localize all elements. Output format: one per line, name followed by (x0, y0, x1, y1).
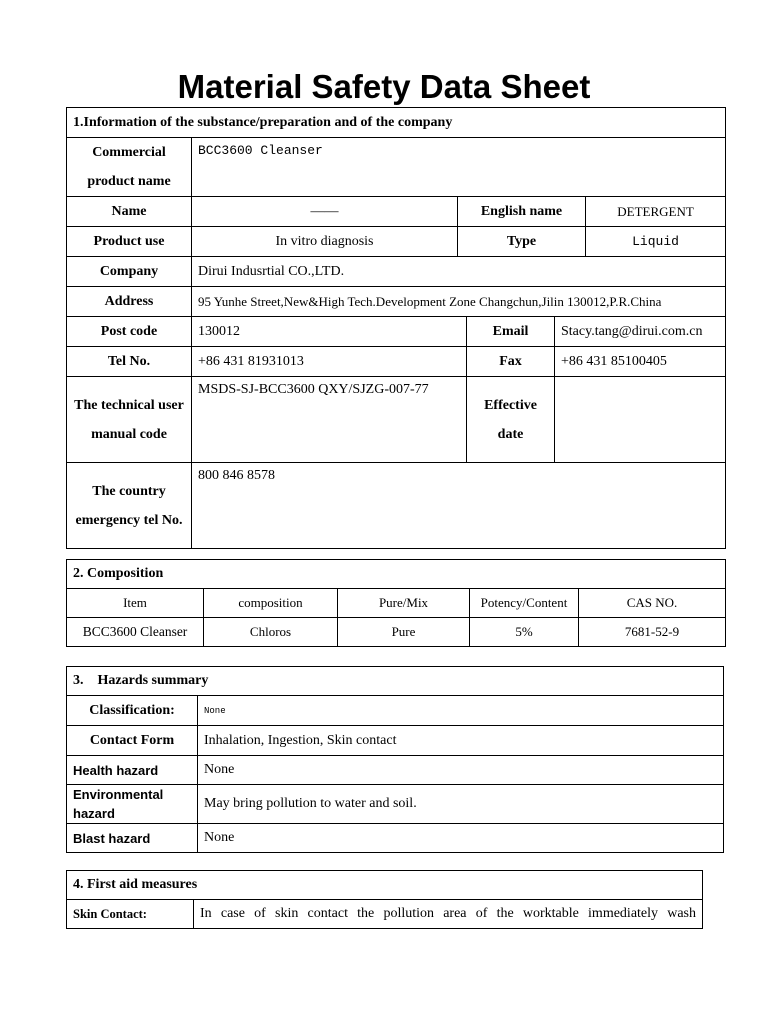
section-4-table (66, 870, 703, 929)
section-1-table (66, 107, 726, 549)
section-4-header: 4. First aid measures (67, 871, 703, 900)
tel-value: +86 431 81931013 (192, 347, 467, 377)
section-2-header: 2. Composition (67, 560, 726, 589)
effective-date-value (555, 377, 726, 463)
commercial-name-label: Commercial product name (67, 138, 192, 197)
table-cell: Chloros (204, 618, 338, 647)
health-hazard-value: None (198, 756, 724, 785)
emergency-tel-label: The country emergency tel No. (67, 463, 192, 549)
skin-contact-label: Skin Contact: (67, 900, 194, 929)
address-label: Address (67, 287, 192, 317)
contact-form-value: Inhalation, Ingestion, Skin contact (198, 726, 724, 756)
type-value: Liquid (586, 227, 726, 257)
english-name-label: English name (458, 197, 586, 227)
column-header: Pure/Mix (338, 589, 470, 618)
column-header: Potency/Content (470, 589, 579, 618)
fax-label: Fax (467, 347, 555, 377)
post-code-label: Post code (67, 317, 192, 347)
page-title: Material Safety Data Sheet (177, 68, 591, 105)
environmental-hazard-value: May bring pollution to water and soil. (198, 785, 724, 824)
manual-code-value: MSDS-SJ-BCC3600 QXY/SJZG-007-77 (192, 377, 467, 463)
manual-code-label: The technical user manual code (67, 377, 192, 463)
section-1-header: 1.Information of the substance/preparation and of the company (67, 108, 726, 138)
email-value: Stacy.tang@dirui.com.cn (555, 317, 726, 347)
name-label: Name (67, 197, 192, 227)
product-use-value: In vitro diagnosis (192, 227, 458, 257)
email-label: Email (467, 317, 555, 347)
table-cell: 5% (470, 618, 579, 647)
english-name-value: DETERGENT (586, 197, 726, 227)
emergency-tel-value: 800 846 8578 (192, 463, 726, 549)
company-label: Company (67, 257, 192, 287)
section-2-table (66, 559, 726, 647)
name-value: —— (192, 197, 458, 227)
company-value: Dirui Indusrtial CO.,LTD. (192, 257, 726, 287)
fax-value: +86 431 85100405 (555, 347, 726, 377)
blast-hazard-value: None (198, 824, 724, 853)
contact-form-label: Contact Form (67, 726, 198, 756)
section-3-table (66, 666, 724, 853)
column-header: Item (67, 589, 204, 618)
health-hazard-label: Health hazard (67, 756, 198, 785)
address-value: 95 Yunhe Street,New&High Tech.Development Zone Changchun,Jilin 130012,P.R.China (192, 287, 726, 317)
table-cell: 7681-52-9 (579, 618, 726, 647)
column-header: composition (204, 589, 338, 618)
effective-date-label: Effective date (467, 377, 555, 463)
column-header: CAS NO. (579, 589, 726, 618)
skin-contact-value: In case of skin contact the pollution area of the worktable immediately wash (194, 900, 703, 929)
environmental-hazard-label: Environmental hazard (67, 785, 198, 824)
table-cell: BCC3600 Cleanser (67, 618, 204, 647)
classification-value: None (198, 696, 724, 726)
section-3-header: 3. Hazards summary (67, 667, 724, 696)
blast-hazard-label: Blast hazard (67, 824, 198, 853)
post-code-value: 130012 (192, 317, 467, 347)
product-use-label: Product use (67, 227, 192, 257)
tel-label: Tel No. (67, 347, 192, 377)
classification-label: Classification: (67, 696, 198, 726)
table-cell: Pure (338, 618, 470, 647)
commercial-name-value: BCC3600 Cleanser (192, 138, 726, 197)
type-label: Type (458, 227, 586, 257)
